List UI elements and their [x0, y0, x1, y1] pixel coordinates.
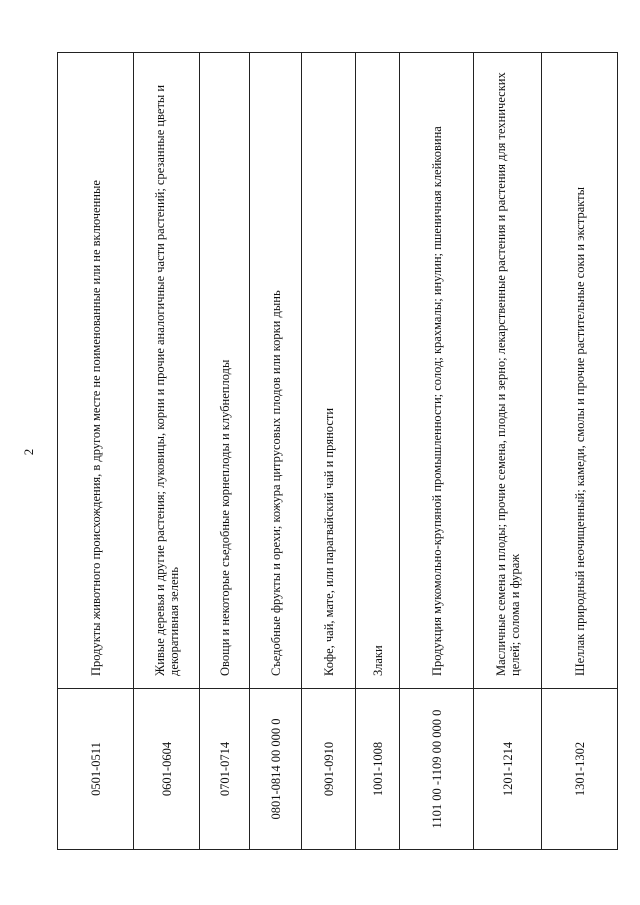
code-cell: 1301-1302	[542, 689, 618, 850]
description-cell: Съедобные фрукты и орехи; кожура цитрусовых плодов или корки дынь	[250, 53, 302, 689]
table-row	[134, 53, 200, 850]
page-number: 2	[21, 448, 36, 456]
code-cell: 0801-0814 00 000 0	[250, 689, 302, 850]
description-cell: Продукты животного происхождения, в другом месте не поименованные или не включенные	[58, 53, 134, 689]
description-cell: Кофе, чай, мате, или парагвайский чай и пряности	[302, 53, 356, 689]
description-cell: Масличные семена и плоды; прочие семена, плоды и зерно; лекарственные растения и растения для технических целей; солома и фураж	[474, 53, 542, 689]
description-cell: Шеллак природный неочищенный; камеди, смолы и прочие растительные соки и экстракты	[542, 53, 618, 689]
code-cell: 1001-1008	[356, 689, 400, 850]
commodity-codes-table	[57, 52, 618, 850]
table-row	[400, 53, 474, 850]
code-cell: 1101 00 -1109 00 000 0	[400, 689, 474, 850]
code-cell: 0901-0910	[302, 689, 356, 850]
code-cell: 0501-0511	[58, 689, 134, 850]
table-row	[302, 53, 356, 850]
table-row	[250, 53, 302, 850]
table-row	[474, 53, 542, 850]
rotated-table-wrapper	[57, 52, 640, 829]
description-cell: Продукция мукомольно-крупяной промышленности; солод; крахмалы; инулин; пшеничная клейковина	[400, 53, 474, 689]
table-row	[58, 53, 134, 850]
description-cell: Овощи и некоторые съедобные корнеплоды и клубнеплоды	[200, 53, 250, 689]
description-cell: Злаки	[356, 53, 400, 689]
table-row	[200, 53, 250, 850]
code-cell: 1201-1214	[474, 689, 542, 850]
description-cell: Живые деревья и другие растения; луковицы, корни и прочие аналогичные части растений; срезанные цветы и декоративная зелень	[134, 53, 200, 689]
table-row	[356, 53, 400, 850]
rotated-table-inner	[57, 52, 617, 850]
code-cell: 0701-0714	[200, 689, 250, 850]
table-row	[542, 53, 618, 850]
code-cell: 0601-0604	[134, 689, 200, 850]
